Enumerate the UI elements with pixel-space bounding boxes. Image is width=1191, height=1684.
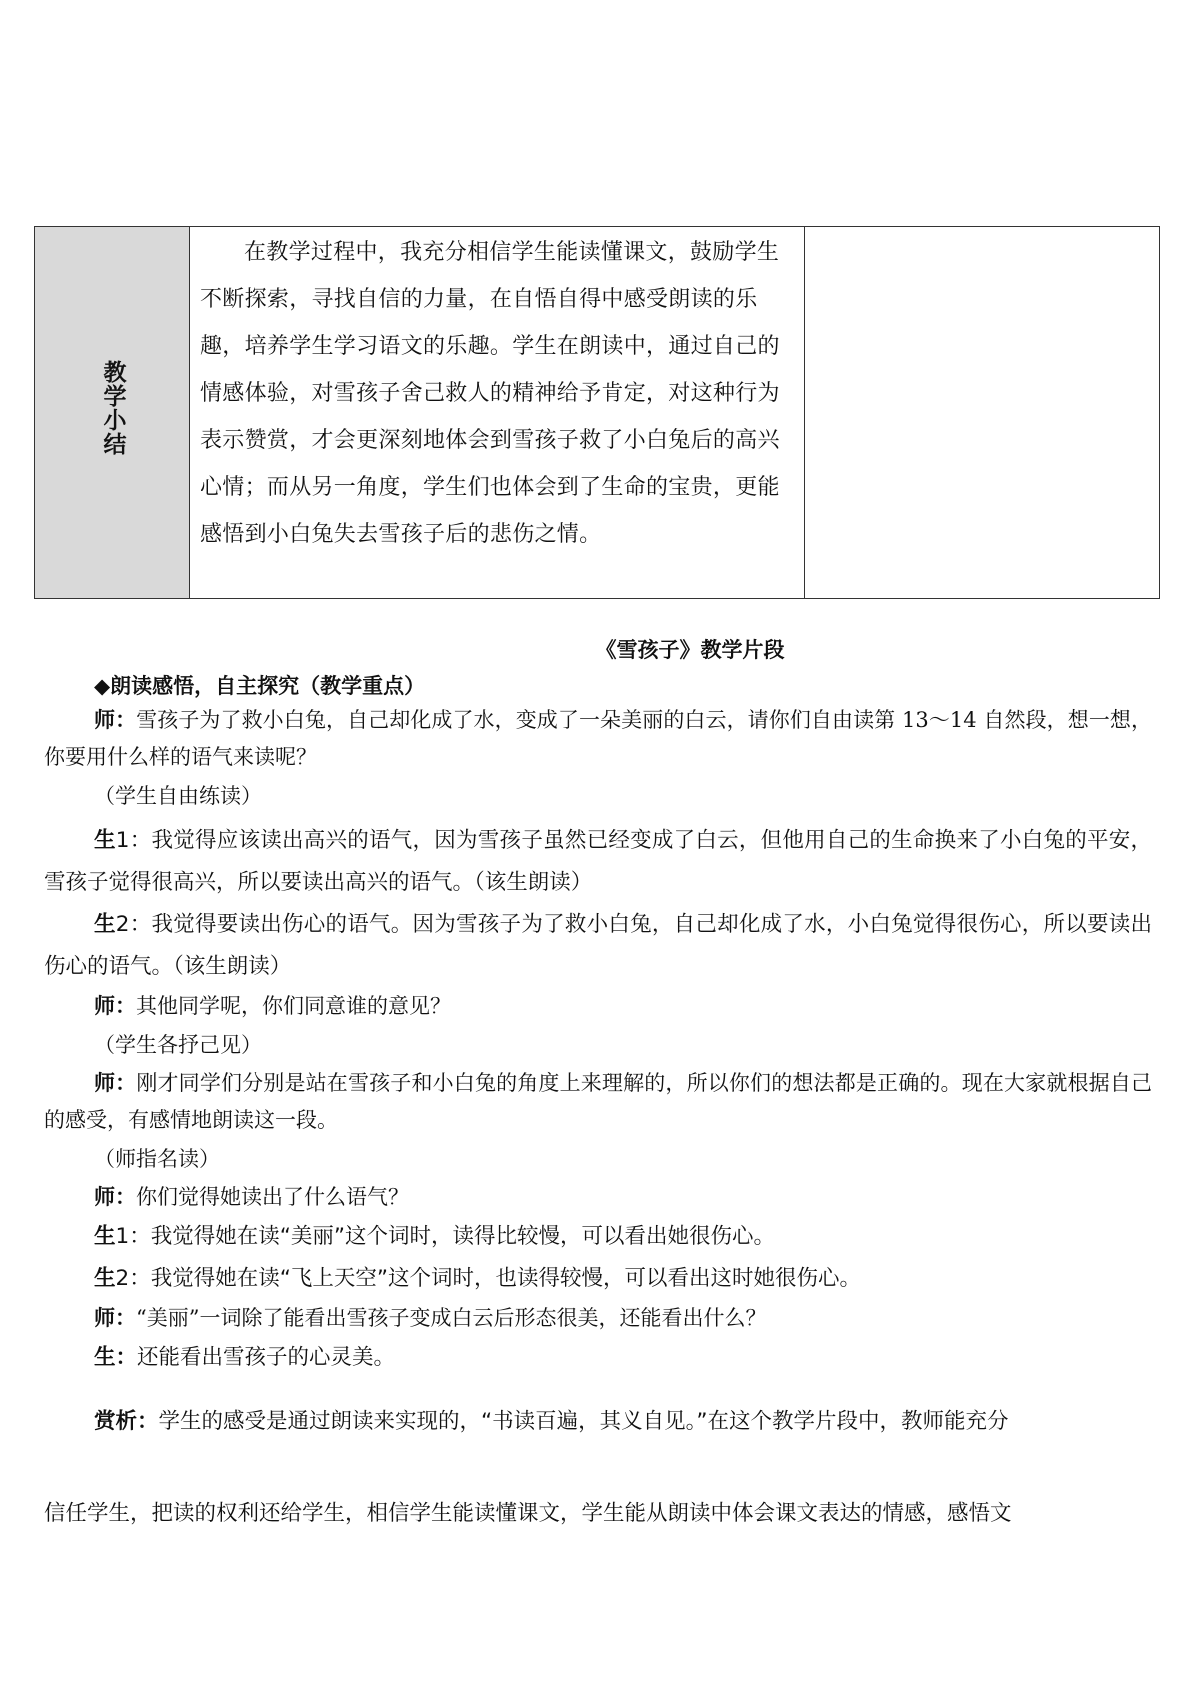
dialogue-line xyxy=(44,820,1152,904)
dialogue-line xyxy=(44,988,1152,1025)
teaching-fragment xyxy=(44,630,1152,1535)
dialogue-text: 其他同学呢，你们同意谁的意见？ xyxy=(136,994,451,1018)
speaker-label: 生 xyxy=(94,1266,116,1291)
speaker-label: 师： xyxy=(94,1185,136,1209)
fragment-title: 《雪孩子》教学片段 xyxy=(595,638,785,662)
dialogue-text: 2：我觉得要读出伤心的语气。因为雪孩子为了救小白兔，自己却化成了水，小白兔觉得很伤心，所以要读出伤心的语气。（该生朗读） xyxy=(44,912,1152,979)
speaker-label: 生 xyxy=(94,912,116,937)
appreciation-text: 学生的感受是通过朗读来实现的，“书读百遍，其义自见。”在这个教学片段中，教师能充分 xyxy=(158,1409,1009,1434)
dialogue-text: 你们觉得她读出了什么语气？ xyxy=(136,1185,409,1209)
summary-label-cell xyxy=(35,227,190,598)
stage-direction: （师指名读） xyxy=(94,1147,220,1171)
dialogue-line xyxy=(44,1065,1152,1139)
speaker-label: 师： xyxy=(94,708,137,732)
dialogue-text: “美丽”一词除了能看出雪孩子变成白云后形态很美，还能看出什么？ xyxy=(136,1306,767,1330)
appreciation-label: 赏析： xyxy=(94,1409,159,1434)
speaker-label: 师： xyxy=(94,994,136,1018)
dialogue-line xyxy=(44,702,1152,776)
dialogue-text: 2：我觉得她在读“飞上天空”这个词时，也读得较慢，可以看出这时她很伤心。 xyxy=(115,1266,861,1291)
stage-direction: （学生自由练读） xyxy=(94,784,262,808)
dialogue-text: 雪孩子为了救小白兔，自己却化成了水，变成了一朵美丽的白云，请你们自由读第 13～14 自然段，想一想，你要用什么样的语气来读呢？ xyxy=(44,708,1152,769)
summary-label: 教学小结 xyxy=(99,359,126,456)
appreciation-continuation: 信任学生，把读的权利还给学生，相信学生能读懂课文，学生能从朗读中体会课文表达的情感，感悟文 xyxy=(44,1501,1012,1526)
speaker-label: 生 xyxy=(94,1224,116,1249)
stage-direction: （学生各抒己见） xyxy=(94,1033,262,1057)
dialogue-text: 1：我觉得她在读“美丽”这个词时，读得比较慢，可以看出她很伤心。 xyxy=(115,1224,775,1249)
appreciation-paragraph xyxy=(44,1401,1152,1443)
teaching-summary-table xyxy=(34,226,1160,599)
dialogue-text: 1：我觉得应该读出高兴的语气，因为雪孩子虽然已经变成了白云，但他用自己的生命换来了小白兔的平安，雪孩子觉得很高兴，所以要读出高兴的语气。（该生朗读） xyxy=(44,828,1152,895)
dialogue-text: 刚才同学们分别是站在雪孩子和小白兔的角度上来理解的，所以你们的想法都是正确的。现在大家就根据自己的感受，有感情地朗读这一段。 xyxy=(44,1071,1152,1132)
summary-empty-cell xyxy=(805,227,1159,598)
dialogue-line xyxy=(44,1337,1152,1379)
dialogue-line xyxy=(44,904,1152,988)
dialogue-line xyxy=(44,1179,1152,1216)
dialogue-text: 还能看出雪孩子的心灵美。 xyxy=(137,1345,396,1370)
section-heading: ◆朗读感悟，自主探究（教学重点） xyxy=(94,674,426,698)
dialogue-line xyxy=(44,1300,1152,1337)
dialogue-line xyxy=(44,1258,1152,1300)
summary-body-cell xyxy=(190,227,805,598)
speaker-label: 师： xyxy=(94,1306,136,1330)
summary-body-text: 在教学过程中，我充分相信学生能读懂课文，鼓励学生不断探索，寻找自信的力量，在自悟自得中感受朗读的乐趣，培养学生学习语文的乐趣。学生在朗读中，通过自己的情感体验，对雪孩子舍己救人的精神给予肯定，对这种行为表示赞赏，才会更深刻地体会到雪孩子救了小白兔后的高兴心情；而从另一角度，学生们也体会到了生命的宝贵，更能感悟到小白兔失去雪孩子后的悲伤之情。 xyxy=(200,240,780,547)
speaker-label: 生： xyxy=(94,1345,138,1370)
speaker-label: 师： xyxy=(94,1071,137,1095)
dialogue-line xyxy=(44,1216,1152,1258)
speaker-label: 生 xyxy=(94,828,116,853)
